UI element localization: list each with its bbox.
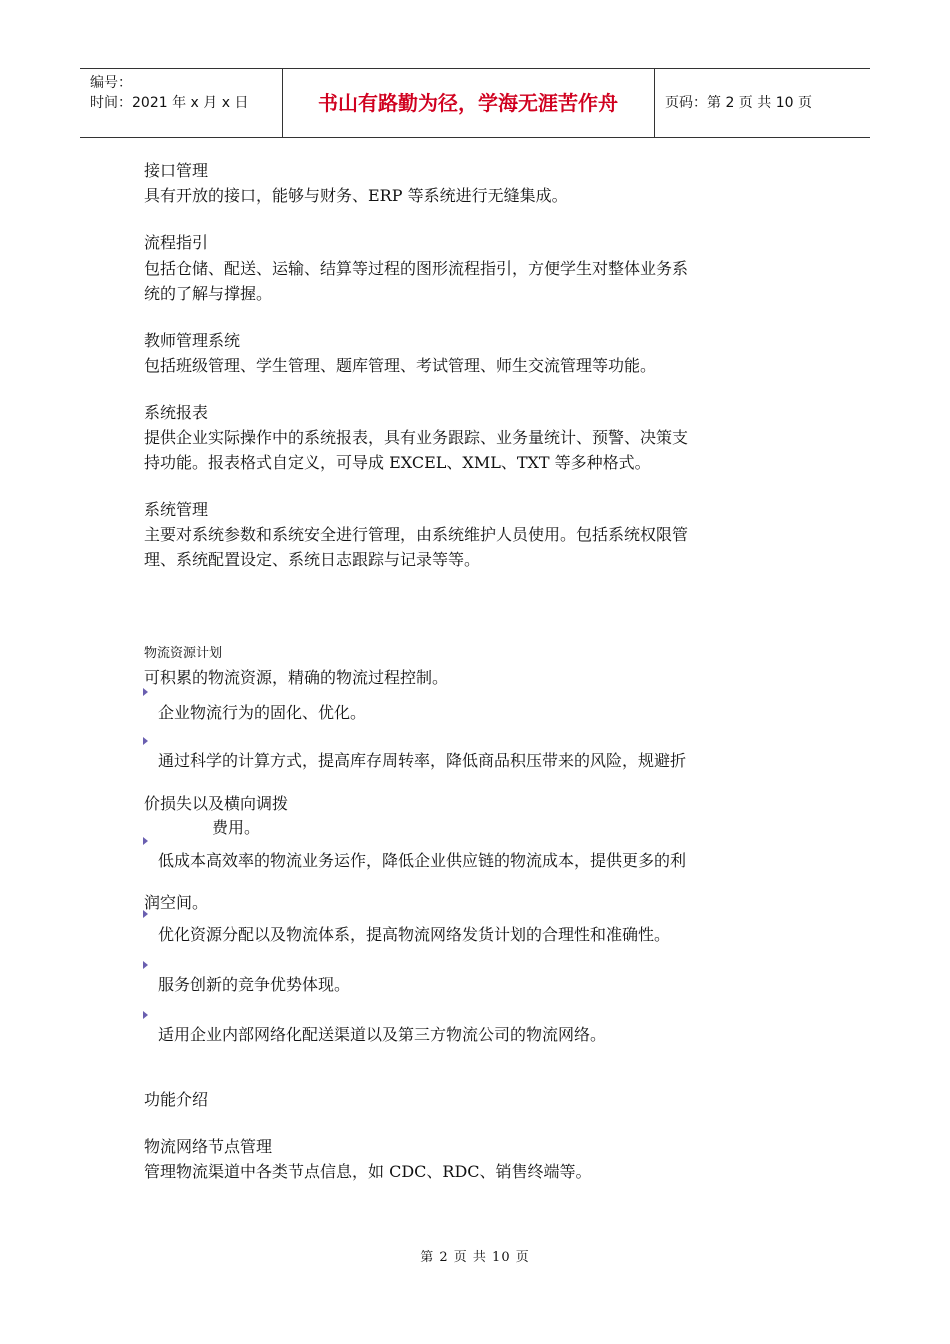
page-header	[80, 68, 870, 138]
drp-point-2: 通过科学的计算方式，提高库存周转率，降低商品积压带来的风险，规避折	[158, 751, 687, 770]
header-meta-cell	[80, 69, 283, 137]
bullet-icon	[143, 737, 148, 745]
drp-point-2-cont-1: 价损失以及横向调拨	[144, 794, 289, 813]
page-footer: 第 2 页 共 10 页	[420, 1250, 530, 1265]
section-body-teacher-system: 包括班级管理、学生管理、题库管理、考试管理、师生交流管理等功能。	[144, 356, 657, 375]
section-title-system-admin: 系统管理	[144, 500, 209, 519]
section-body-system-admin-2: 理、系统配置设定、系统日志跟踪与记录等等。	[144, 550, 481, 569]
section-body-system-admin-1: 主要对系统参数和系统安全进行管理，由系统维护人员使用。包括系统权限管	[144, 525, 689, 544]
section-body-interface: 具有开放的接口，能够与财务、ERP 等系统进行无缝集成。	[144, 186, 568, 205]
section-body-process-guide-1: 包括仓储、配送、运输、结算等过程的图形流程指引，方便学生对整体业务系	[144, 259, 689, 278]
section-title-teacher-system: 教师管理系统	[144, 331, 241, 350]
section-title-drp: 物流资源计划	[144, 646, 223, 661]
bullet-icon	[143, 961, 148, 969]
section-body-reports-2: 持功能。报表格式自定义，可导成 EXCEL、XML、TXT 等多种格式。	[144, 453, 651, 472]
section-title-process-guide: 流程指引	[144, 233, 209, 252]
header-motto: 书山有路勤为径，学海无涯苦作舟	[282, 69, 655, 137]
drp-point-6: 适用企业内部网络化配送渠道以及第三方物流公司的物流网络。	[158, 1025, 607, 1044]
document-number-label: 编号：	[90, 75, 132, 91]
bullet-icon	[143, 688, 148, 696]
bullet-icon	[143, 1011, 148, 1019]
drp-intro: 可积累的物流资源，精确的物流过程控制。	[144, 668, 449, 687]
drp-point-2-cont-2: 费用。	[212, 818, 261, 837]
section-title-reports: 系统报表	[144, 403, 209, 422]
section-title-features: 功能介绍	[144, 1090, 209, 1109]
section-body-network-nodes: 管理物流渠道中各类节点信息，如 CDC、RDC、销售终端等。	[144, 1162, 592, 1181]
header-page-info: 页码：第 2 页 共 10 页	[665, 95, 812, 111]
drp-point-5: 服务创新的竞争优势体现。	[158, 975, 351, 994]
section-title-network-nodes: 物流网络节点管理	[144, 1137, 273, 1156]
section-body-process-guide-2: 统的了解与撑握。	[144, 284, 273, 303]
bullet-icon	[143, 837, 148, 845]
drp-point-4: 优化资源分配以及物流体系，提高物流网络发货计划的合理性和准确性。	[158, 925, 671, 944]
section-body-reports-1: 提供企业实际操作中的系统报表，具有业务跟踪、业务量统计、预警、决策支	[144, 428, 689, 447]
document-date: 时间：2021 年 x 月 x 日	[90, 95, 249, 111]
drp-point-3: 低成本高效率的物流业务运作，降低企业供应链的物流成本，提供更多的利	[158, 851, 687, 870]
section-title-interface: 接口管理	[144, 161, 209, 180]
bullet-icon	[143, 910, 148, 918]
drp-point-1: 企业物流行为的固化、优化。	[158, 703, 367, 722]
drp-point-3-cont: 润空间。	[144, 893, 209, 912]
